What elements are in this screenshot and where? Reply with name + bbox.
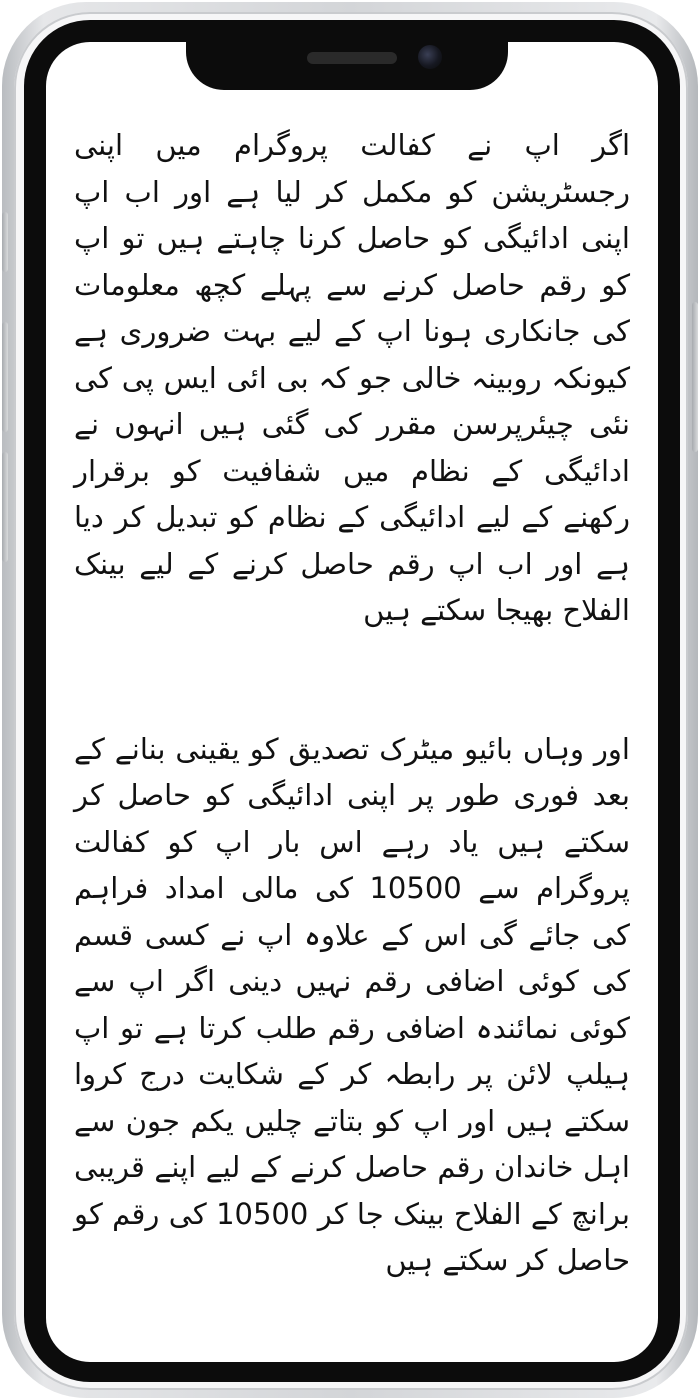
paragraph-spacer: [74, 634, 630, 726]
volume-up-button: [2, 322, 8, 432]
article-paragraph-1: اگر اپ نے کفالت پروگرام میں اپنی رجسٹریشن کو مکمل کر لیا ہے اور اب اپ اپنی ادائیگی کو حاصل کرنا چاہتے ہیں تو اپ کو رقم حاصل کرنے سے پہلے کچھ معلومات کی جانکاری ہونا اپ کے لیے بہت ضروری ہے کیونکہ روبینہ خالی جو کہ بی ائی ایس پی کی نئی چیئرپرسن مقرر کی گئی ہیں انہوں نے ادائیگی کے نظام میں شفافیت کو برقرار رکھنے کے لیے ادائیگی کے نظام کو تبدیل کر دیا ہے اور اب اپ رقم حاصل کرنے کے لیے بینک الفلاح بھیجا سکتے ہیں: [74, 128, 630, 627]
phone-frame: [2, 2, 698, 1398]
phone-screen[interactable]: [46, 42, 658, 1362]
power-button: [692, 302, 698, 452]
article-paragraph-2: اور وہاں بائیو میٹرک تصدیق کو یقینی بنانے کے بعد فوری طور پر اپنی ادائیگی کو حاصل کر سکتے ہیں یاد رہے اس بار اپ کو کفالت پروگرام سے 10500 کی مالی امداد فراہم کی جائے گی اس کے علاوہ اپ نے کسی قسم کی کوئی اضافی رقم نہیں دینی اگر اپ سے کوئی نمائندہ اضافی رقم طلب کرتا ہے تو اپ ہیلپ لائن پر رابطہ کر کے شکایت درج کروا سکتے ہیں اور اپ کو بتاتے چلیں یکم جون سے اہل خاندان رقم حاصل کرنے کے لیے اپنے قریبی برانچ کے الفلاح بینک جا کر 10500 کی رقم کو حاصل کر سکتے ہیں: [74, 731, 630, 1277]
front-camera-icon: [418, 45, 442, 69]
article-body: [74, 122, 630, 1284]
mute-switch: [2, 212, 8, 272]
volume-down-button: [2, 452, 8, 562]
speaker-grille: [307, 52, 397, 64]
